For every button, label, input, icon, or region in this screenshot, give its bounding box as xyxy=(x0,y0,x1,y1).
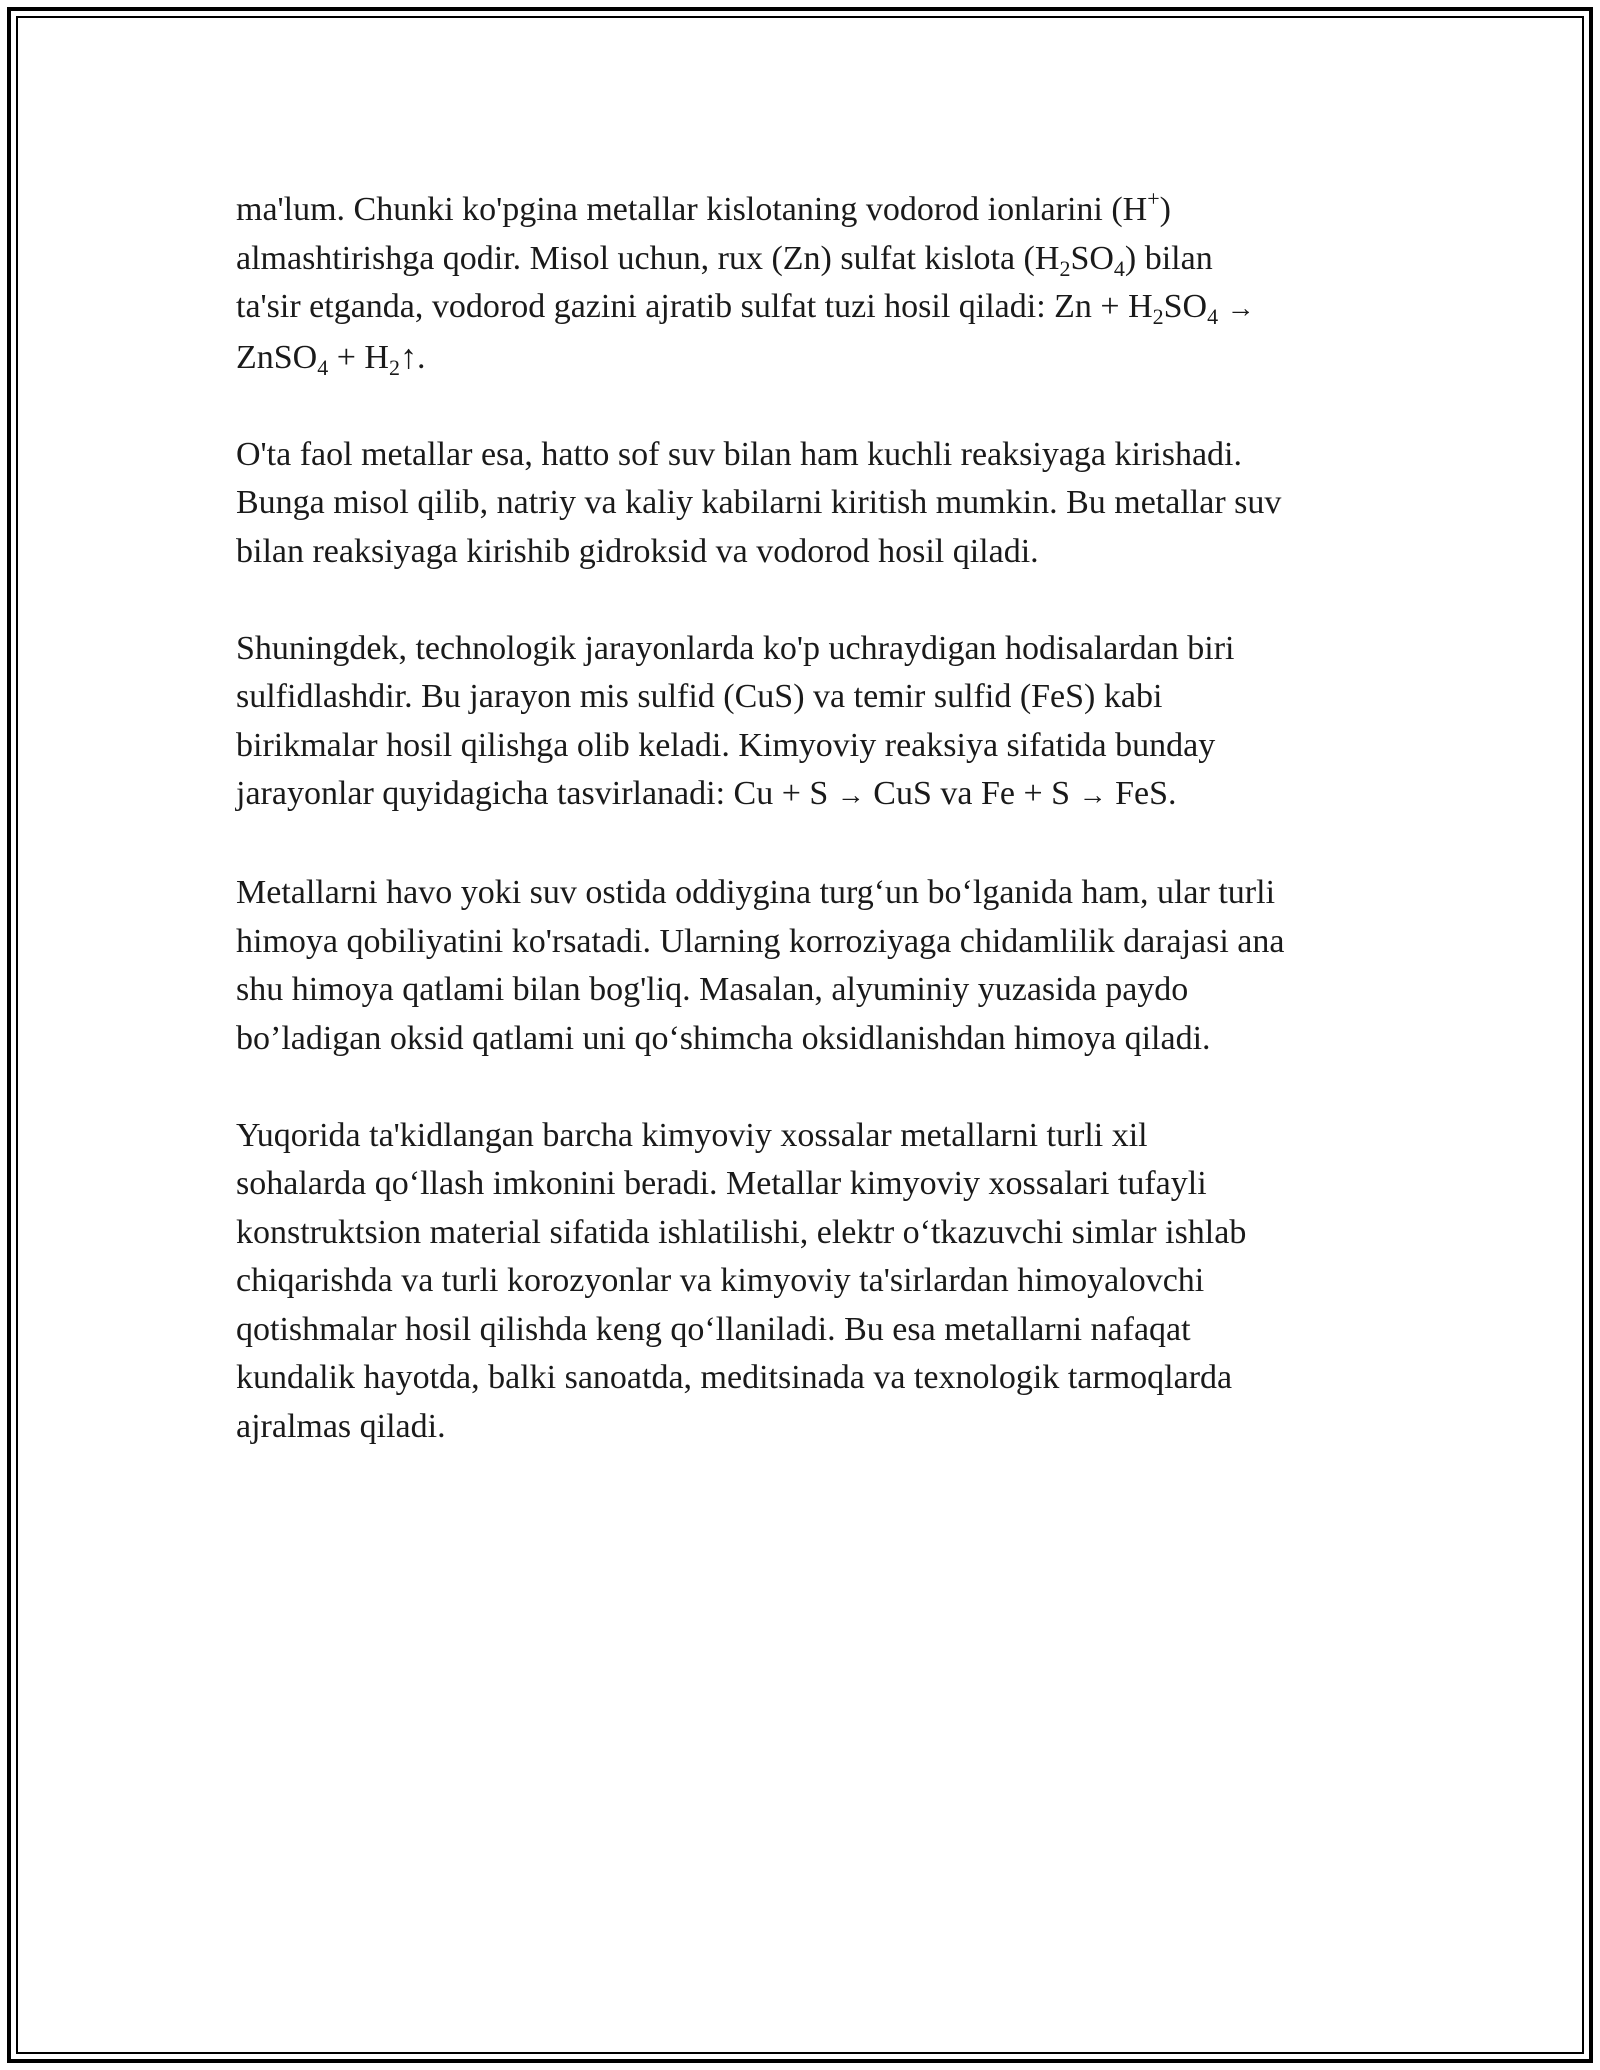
text-segment: sohalarda qo‘llash imkonini beradi. Metallar kimyoviy xossalari tufayli xyxy=(236,1165,1207,1202)
text-line xyxy=(236,1112,1396,1161)
text-segment: Bunga misol qilib, natriy va kaliy kabilarni kiritish mumkin. Bu metallar suv xyxy=(236,484,1282,521)
text-line xyxy=(236,625,1396,674)
text-segment: bilan reaksiyaga kirishib gidroksid va vodorod hosil qiladi. xyxy=(236,532,1039,570)
text-line xyxy=(236,528,1396,577)
text-line xyxy=(236,235,1396,284)
text-line xyxy=(236,479,1396,528)
text-line xyxy=(236,283,1396,334)
text-segment: Metallarni havo yoki suv ostida oddiygina turg‘un bo‘lganida ham, ular turli xyxy=(236,874,1276,911)
paragraph-1 xyxy=(236,186,1396,382)
text-line xyxy=(236,186,1396,235)
sub-text: 4 xyxy=(1113,255,1125,281)
text-line xyxy=(236,673,1396,722)
text-line xyxy=(236,722,1396,771)
text-segment: ) xyxy=(1159,191,1171,228)
text-segment: birikmalar hosil qilishga olib keladi. Kimyoviy reaksiya sifatida bunday xyxy=(236,726,1216,764)
text-line xyxy=(236,1257,1396,1306)
text-segment: kundalik hayotda, balki sanoatda, meditsinada va texnologik tarmoqlarda xyxy=(236,1359,1233,1396)
text-line xyxy=(236,966,1396,1015)
text-segment: O'ta faol metallar esa, hatto sof suv bilan ham kuchli reaksiyaga kirishadi. xyxy=(236,435,1242,473)
text-line xyxy=(236,1160,1396,1209)
sub-text: 4 xyxy=(317,354,329,380)
text-segment: SO xyxy=(1163,288,1208,325)
text-segment: sulfidlashdir. Bu jarayon mis sulfid (CuS) va temir sulfid (FeS) kabi xyxy=(236,678,1163,715)
text-line xyxy=(236,1015,1396,1064)
text-segment: jarayonlar quyidagicha tasvirlanadi: Cu + S xyxy=(236,775,837,812)
arrow-text: → xyxy=(1226,293,1255,324)
text-segment: ta'sir etganda, vodorod gazini ajratib sulfat tuzi hosil qiladi: Zn + H xyxy=(236,288,1153,325)
arrow-text: → xyxy=(836,780,865,811)
text-line xyxy=(236,1306,1396,1355)
text-line xyxy=(236,1403,1396,1452)
sup-text: + xyxy=(1147,186,1160,211)
text-segment: shu himoya qatlami bilan bog'liq. Masalan, alyuminiy yuzasida paydo xyxy=(236,971,1189,1008)
text-segment: Yuqorida ta'kidlangan barcha kimyoviy xossalar metallarni turli xil xyxy=(236,1116,1148,1154)
paragraph-4 xyxy=(236,869,1396,1063)
text-line xyxy=(236,869,1396,918)
paragraph-2 xyxy=(236,431,1396,577)
paragraph-5 xyxy=(236,1112,1396,1452)
text-line xyxy=(236,918,1396,967)
text-line xyxy=(236,1209,1396,1258)
text-segment: SO xyxy=(1070,239,1114,277)
document-body xyxy=(236,186,1396,1500)
text-segment xyxy=(1218,288,1227,325)
text-segment: konstruktsion material sifatida ishlatilishi, elektr o‘tkazuvchi simlar ishlab xyxy=(236,1213,1247,1251)
arrow-text: → xyxy=(1078,780,1107,811)
text-segment: almashtirishga qodir. Misol uchun, rux (Zn) sulfat kislota (H xyxy=(236,239,1060,277)
sub-text: 4 xyxy=(1207,304,1219,329)
text-segment: ma'lum. Chunki ko'pgina metallar kislotaning vodorod ionlarini (H xyxy=(236,191,1148,228)
text-line xyxy=(236,431,1396,480)
text-line xyxy=(236,770,1396,821)
text-segment: Shuningdek, technologik jarayonlarda ko'p uchraydigan hodisalardan biri xyxy=(236,629,1235,667)
text-segment: + H xyxy=(328,338,389,376)
text-segment: qotishmalar hosil qilishda keng qo‘llaniladi. Bu esa metallarni nafaqat xyxy=(236,1310,1191,1348)
text-segment: CuS va Fe + S xyxy=(864,775,1079,812)
text-segment: FeS. xyxy=(1106,775,1177,812)
text-segment: bo’ladigan oksid qatlami uni qo‘shimcha oksidlanishdan himoya qiladi. xyxy=(236,1019,1211,1057)
sub-text: 2 xyxy=(1059,255,1071,281)
text-line xyxy=(236,334,1396,383)
sub-text: 2 xyxy=(388,354,400,380)
text-line xyxy=(236,1354,1396,1403)
text-segment: himoya qobiliyatini ko'rsatadi. Ularning korroziyaga chidamlilik darajasi ana xyxy=(236,922,1285,960)
text-segment: ) bilan xyxy=(1124,239,1213,277)
text-segment: ↑. xyxy=(399,338,426,376)
sub-text: 2 xyxy=(1152,304,1164,329)
paragraph-3 xyxy=(236,625,1396,821)
text-segment: chiqarishda va turli korozyonlar va kimyoviy ta'sirlardan himoyalovchi xyxy=(236,1262,1205,1299)
text-segment: ZnSO xyxy=(236,338,318,376)
text-segment: ajralmas qiladi. xyxy=(236,1407,446,1445)
